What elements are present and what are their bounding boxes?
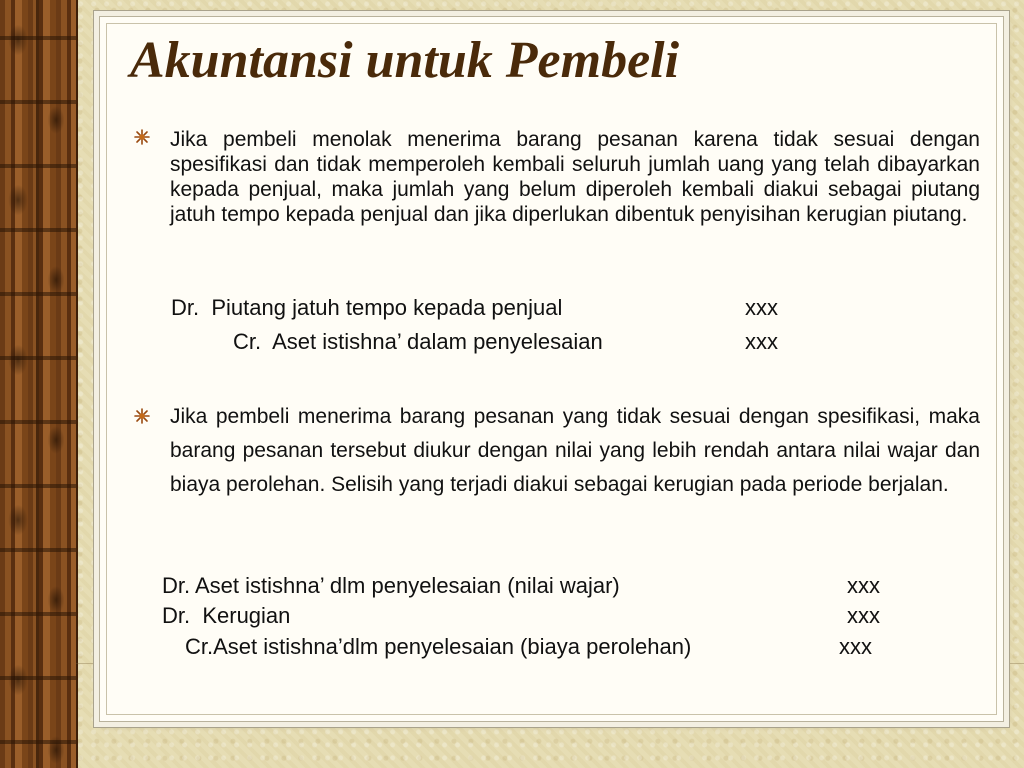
journal-2-amount-3: xxx <box>839 634 872 659</box>
sunburst-bullet-icon <box>134 408 150 424</box>
journal-1-line-1: Dr. Piutang jatuh tempo kepada penjual <box>171 295 563 320</box>
journal-1-amount-1: xxx <box>745 295 778 320</box>
sunburst-bullet-icon <box>134 129 150 145</box>
wood-border <box>0 0 78 768</box>
journal-2-line-3: Cr.Aset istishna’dlm penyelesaian (biaya perolehan) <box>185 634 692 659</box>
journal-1-amount-2: xxx <box>745 329 778 354</box>
journal-2-line-2: Dr. Kerugian <box>162 603 291 628</box>
wood-pattern <box>0 0 76 768</box>
journal-2-amount-1: xxx <box>847 573 880 598</box>
journal-2-line-1: Dr. Aset istishna’ dlm penyelesaian (nilai wajar) <box>162 573 620 598</box>
bullet-1-text: Jika pembeli menolak menerima barang pesanan karena tidak sesuai dengan spesifikasi dan tidak memperoleh kembali seluruh jumlah uang yang telah dibayarkan kepada penjual, maka jumlah yang belum diperoleh kembali diakui sebagai piutang jatuh tempo kepada penjual dan jika diperlukan dibentuk penyisihan kerugian piutang. <box>170 128 980 226</box>
bullet-2-text: Jika pembeli menerima barang pesanan yang tidak sesuai dengan spesifikasi, maka barang pesanan tersebut diukur dengan nilai yang lebih rendah antara nilai wajar dan biaya perolehan. Selisih yang terjadi diakui sebagai kerugian pada periode berjalan. <box>170 405 980 496</box>
slide-frame <box>99 16 1004 722</box>
slide-title: Akuntansi untuk Pembeli <box>130 32 680 89</box>
journal-2-amount-2: xxx <box>847 603 880 628</box>
journal-1-line-2: Cr. Aset istishna’ dalam penyelesaian <box>233 329 603 354</box>
